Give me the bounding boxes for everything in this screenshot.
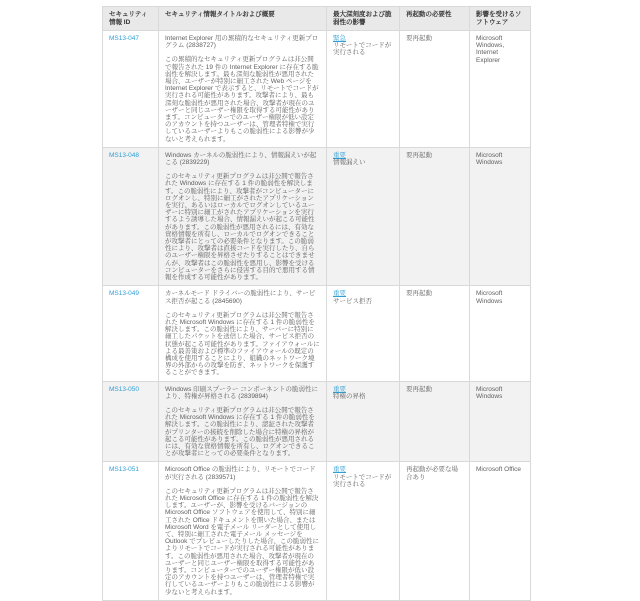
bulletin-id-link[interactable]: MS13-048 [109,151,139,159]
header-software: 影響を受けるソフトウェア [470,7,531,31]
bulletin-id-link[interactable]: MS13-051 [109,466,139,474]
software-cell: Microsoft Windows [470,381,531,462]
impact-label: 情報漏えい [333,159,366,167]
impact-label: リモートでコードが実行される [333,473,392,488]
severity-link[interactable]: 重要 [333,290,346,298]
table-row [103,462,531,600]
bulletin-id-cell [103,286,159,381]
header-severity-impact: 最大深刻度および脆弱性の影響 [327,7,400,31]
header-row [103,7,531,31]
severity-cell [327,462,400,600]
bulletin-id-cell [103,462,159,600]
table-row [103,31,531,148]
bulletin-title: Microsoft Office の脆弱性により、リモートでコードが実行される (2839571) [165,466,316,481]
severity-cell [327,381,400,462]
severity-cell [327,286,400,381]
restart-cell: 要再起動 [400,31,470,148]
software-cell: Microsoft Windows [470,286,531,381]
title-summary-cell [159,31,327,148]
bulletin-summary: このセキュリティ更新プログラムは非公開で報告された Microsoft Office に存在する 1 件の脆弱性を解決します。ユーザーが、影響を受けるバージョンの Microsoft Office ソフトウェアを使用して、特別に細工された Office ドキュメントを開いた場合、または Microsoft Word を電子メール リーダーとして使用して、特別に細工された電子メール メッセージを Outlook でプレビューしたりした場合、この脆弱性によりリモートでコードが実行される可能性があります。この脆弱性が悪用された場合、攻撃者が現在のユーザーと同じユーザー権限を取得する可能性があります。コンピューターでのユーザー権限が低い設定のアカウントを持つユーザーは、管理者特権で実行しているユーザーよりもこの脆弱性による影響が少ないと考えられます。 [165,487,319,596]
title-summary-cell [159,286,327,381]
severity-link[interactable]: 重要 [333,466,346,474]
severity-link[interactable]: 重要 [333,151,346,159]
severity-cell [327,31,400,148]
security-bulletin-table [102,6,531,601]
severity-link[interactable]: 緊急 [333,35,346,42]
software-cell: Microsoft Windows, Internet Explorer [470,31,531,148]
bulletin-summary: この累積的なセキュリティ更新プログラムは非公開で報告された 19 件の Internet Explorer に存在する脆弱性を解決します。最も深刻な脆弱性が悪用された場合、ユーザーが特別に細工された Web ページを Internet Explorer で表示すると、リモートでコードが実行される可能性があります。攻撃者により、最も深刻な脆弱性が悪用された場合、攻撃者が現在のユーザーと同じユーザー権限を取得する可能性があります。コンピューターでのユーザー権限が低い設定のアカウントを持つユーザーは、管理者特権で実行しているユーザーよりもこの脆弱性による影響が少ないと考えられます。 [165,56,319,143]
severity-link[interactable]: 重要 [333,385,346,393]
impact-label: サービス拒否 [333,297,372,305]
bulletin-summary: このセキュリティ更新プログラムは非公開で報告された Microsoft Windows に存在する 1 件の脆弱性を解決します。この脆弱性により、サーバーに特別に細工したパケットを送信した場合、サービス拒否の状態が起こる可能性があります。ファイアウォールによる最善策および標準のファイアウォールの既定の構成を使用することにより、組織のネットワーク境界の外部からの攻撃を防ぎ、ネットワークを保護することができます。 [165,311,320,377]
bulletin-title: Windows 印刷スプーラー コンポーネントの脆弱性により、特権が昇格される (2839894) [165,385,318,400]
title-summary-cell [159,381,327,462]
bulletin-id-link[interactable]: MS13-047 [109,35,139,42]
severity-cell [327,147,400,285]
table-row [103,286,531,381]
software-cell: Microsoft Windows [470,147,531,285]
header-title-summary: セキュリティ情報タイトルおよび概要 [159,7,327,31]
security-bulletin-table-wrap [102,6,530,601]
bulletin-id-link[interactable]: MS13-049 [109,290,139,298]
bulletin-id-cell [103,31,159,148]
restart-cell: 要再起動 [400,147,470,285]
bulletin-table-body [103,31,531,601]
header-restart: 再起動の必要性 [400,7,470,31]
software-cell: Microsoft Office [470,462,531,600]
restart-cell: 要再起動 [400,286,470,381]
bulletin-id-link[interactable]: MS13-050 [109,385,139,393]
bulletin-id-cell [103,381,159,462]
restart-cell: 再起動が必要な場合あり [400,462,470,600]
bulletin-title: Internet Explorer 用の累積的なセキュリティ更新プログラム (2838727) [165,35,319,50]
bulletin-summary: このセキュリティ更新プログラムは非公開で報告された Windows に存在する 1 件の脆弱性を解決します。この脆弱性により、攻撃者がコンピューターにログオンし、特別に細工がされたアプリケーションを実行、あるいはローカルでログオンしているユーザーに特別に細工がされたアプリケーションを実行するよう誘導した場合、情報漏えいが起こる可能性があります。この脆弱性が悪用されるには、有効な資格情報を所有し、ローカルでログオンできることが攻撃者にとっての必要条件となります。この脆弱性により、攻撃者は直接コードを実行したり、自らのユーザー権限を昇格させたりすることはできませんが、攻撃者はこの脆弱性を悪用し、影響を受けるコンピューターをさらに侵害する目的で悪用する情報を作成する可能性があります。 [165,173,315,282]
impact-label: リモートでコードが実行される [333,42,392,57]
table-header [103,7,531,31]
table-row [103,147,531,285]
table-row [103,381,531,462]
restart-cell: 要再起動 [400,381,470,462]
impact-label: 特権の昇格 [333,392,366,400]
title-summary-cell [159,147,327,285]
bulletin-title: Windows カーネルの脆弱性により、情報漏えいが起こる (2839229) [165,151,317,167]
header-bulletin-id: セキュリティ情報 ID [103,7,159,31]
bulletin-id-cell [103,147,159,285]
bulletin-title: カーネルモード ドライバーの脆弱性により、サービス拒否が起こる (2845690) [165,290,316,305]
title-summary-cell [159,462,327,600]
bulletin-summary: このセキュリティ更新プログラムは非公開で報告された Microsoft Windows に存在する 1 件の脆弱性を解決します。この脆弱性により、認証された攻撃者がプリンターの接続を削除した場合に特権の昇格が起こる可能性があります。この脆弱性が悪用されるには、有効な資格情報を所有し、ログオンできることが攻撃者にとっての必要条件となります。 [165,406,315,458]
